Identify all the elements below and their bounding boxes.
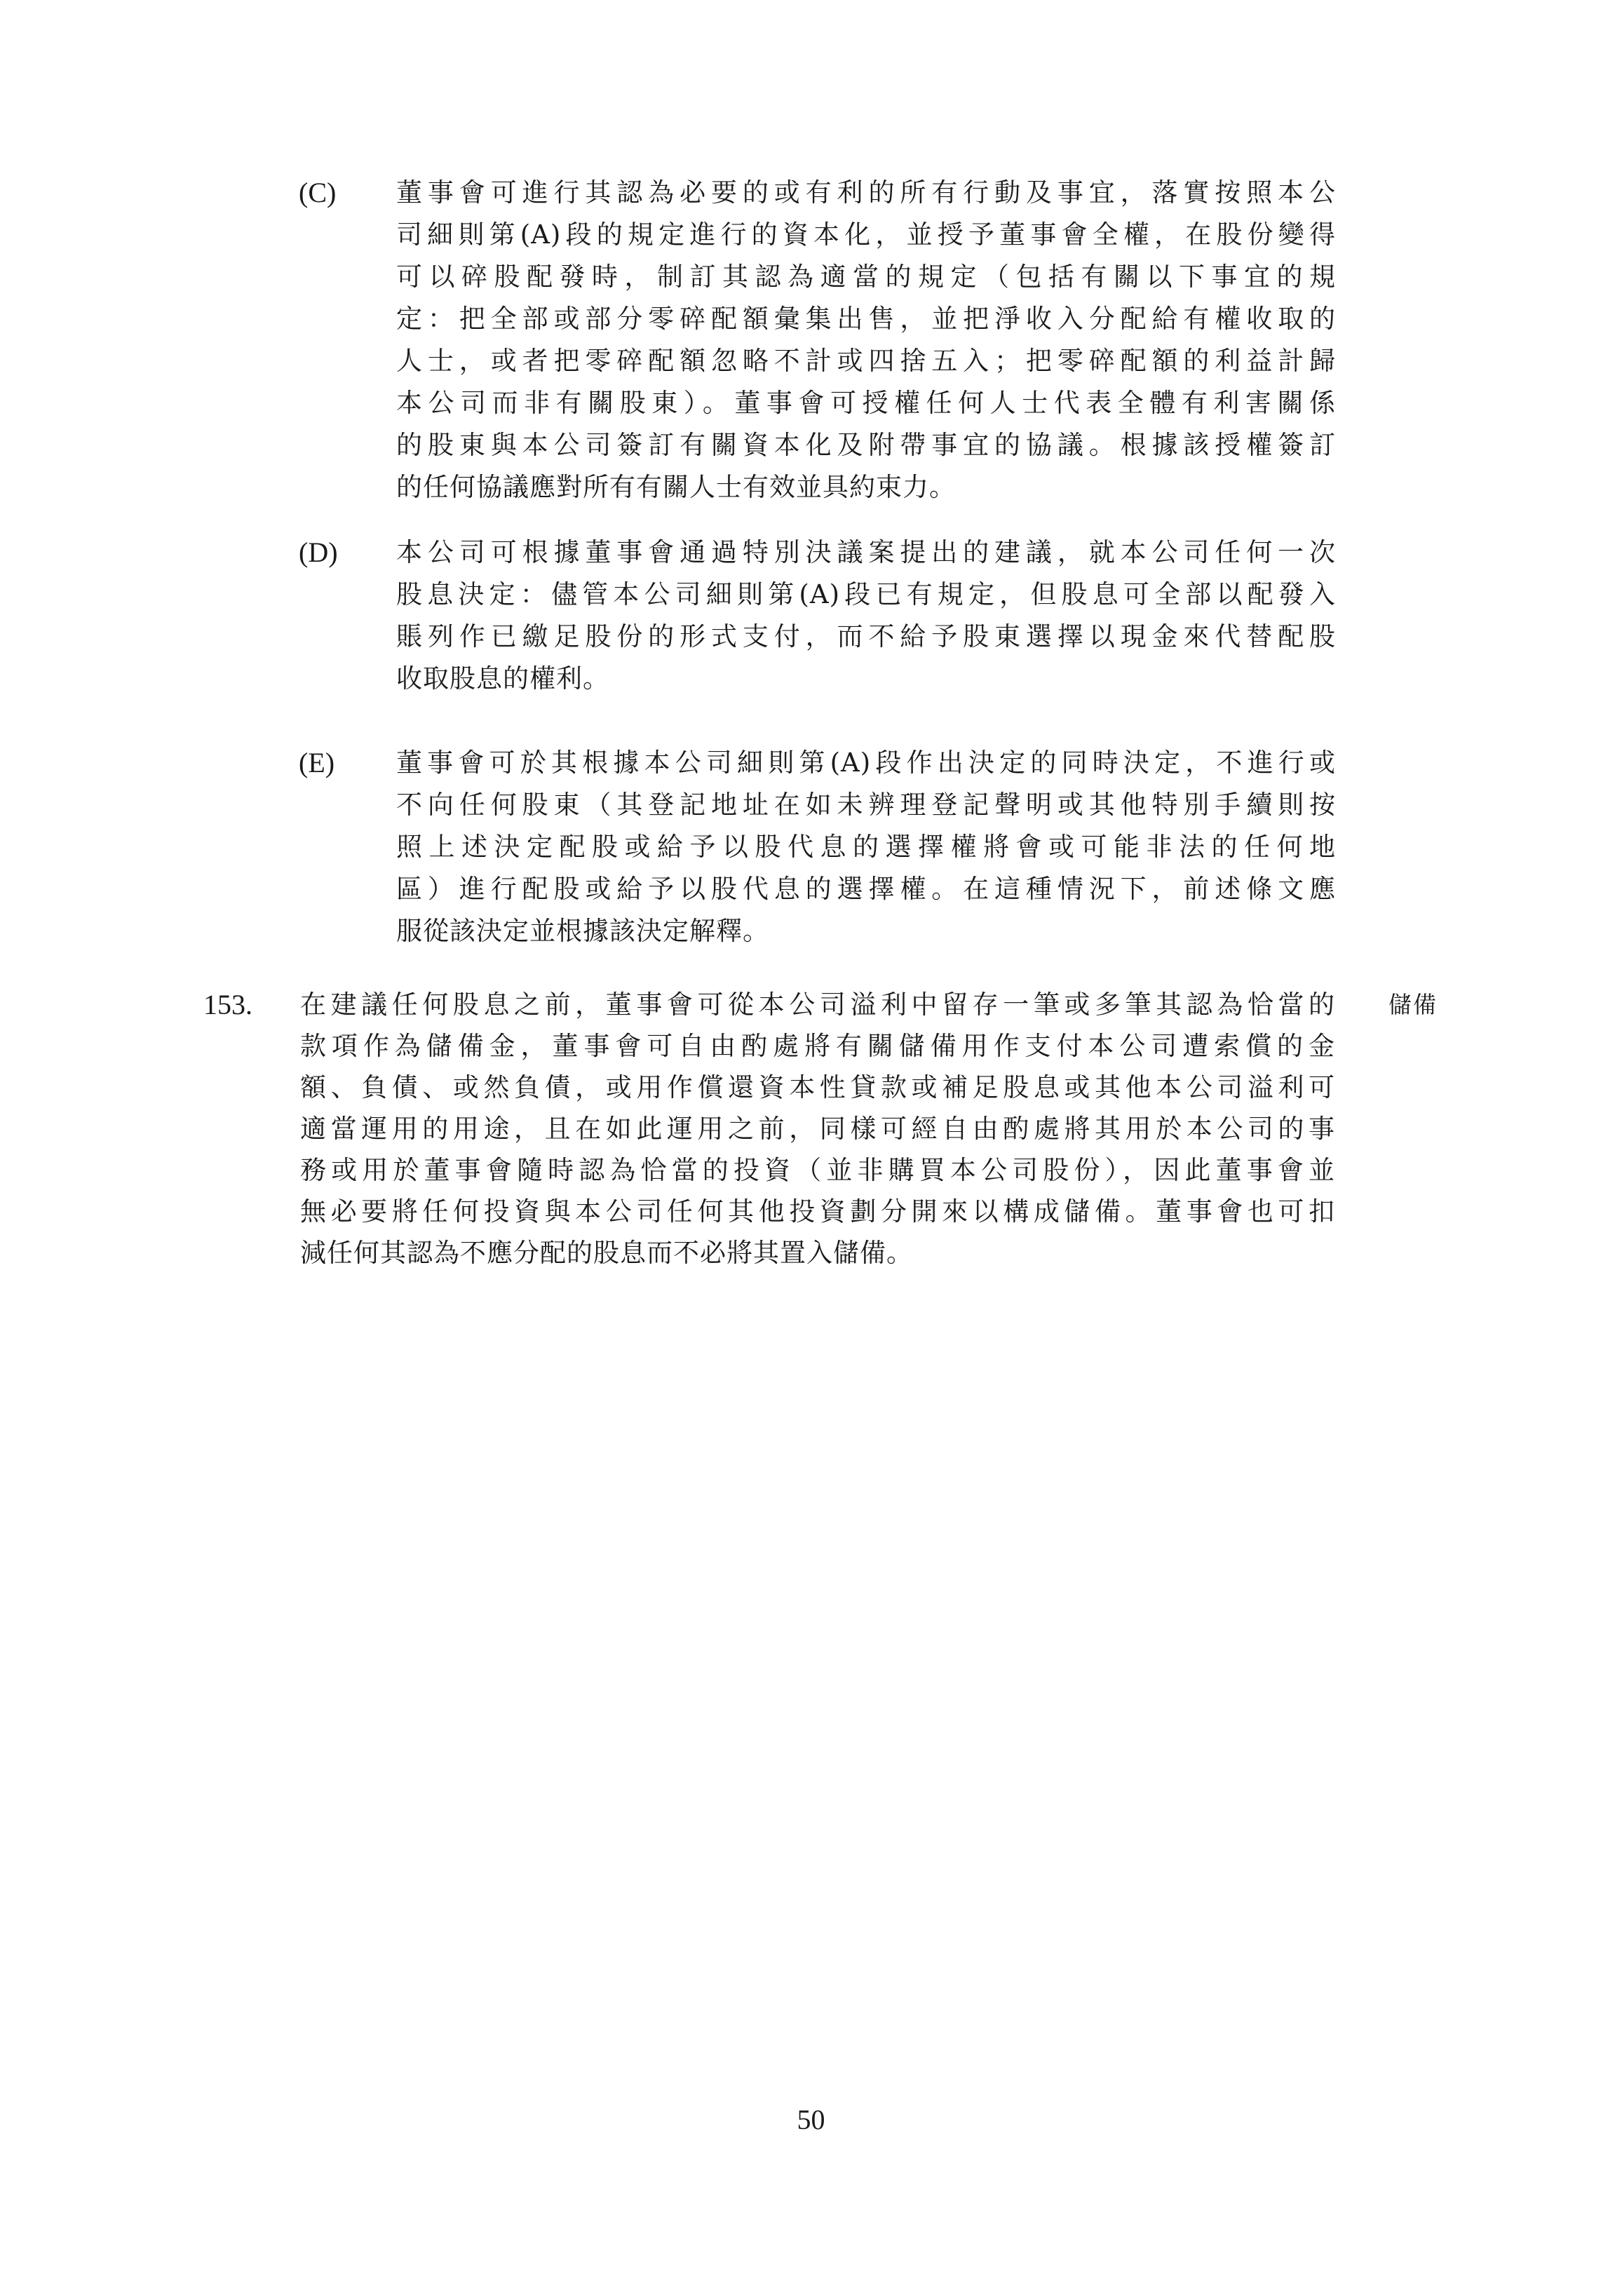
subparagraph-d (299, 532, 1337, 700)
article-number: 153. (203, 989, 252, 1020)
text-line: 司細則第(A)段的規定進行的資本化，並授予董事會全權，在股份變得 (396, 220, 1336, 250)
text-line: 無必要將任何投資與本公司任何其他投資劃分開來以構成儲備。董事會也可扣 (300, 1196, 1335, 1227)
text-line: 賬列作已繳足股份的形式支付，而不給予股東選擇以現金來代替配股 (396, 621, 1336, 651)
subparagraph-e (299, 742, 1337, 952)
text-line: 區）進行配股或給予以股代息的選擇權。在這種情況下，前述條文應 (396, 874, 1336, 904)
text-line: 照上述決定配股或給予以股代息的選擇權將會或可能非法的任何地 (396, 832, 1336, 862)
text-line: 可以碎股配發時，制訂其認為適當的規定（包括有關以下事宜的規 (396, 262, 1336, 292)
page-number: 50 (797, 2104, 825, 2135)
subparagraph-c (299, 172, 1337, 508)
text-line: 人士，或者把零碎配額忽略不計或四捨五入；把零碎配額的利益計歸 (396, 346, 1336, 376)
text-line: 的股東與本公司簽訂有關資本化及附帶事宜的協議。根據該授權簽訂 (396, 430, 1336, 460)
text-line: 股息決定：儘管本公司細則第(A)段已有規定，但股息可全部以配發入 (396, 579, 1336, 609)
text-line: 務或用於董事會隨時認為恰當的投資（並非購買本公司股份），因此董事會並 (300, 1155, 1335, 1185)
text-line: 董事會可於其根據本公司細則第(A)段作出決定的同時決定，不進行或 (396, 748, 1336, 778)
text-line: 本公司而非有關股東）。董事會可授權任何人士代表全體有利害關係 (396, 388, 1336, 418)
subparagraph-text (396, 532, 1336, 700)
article-text (300, 984, 1335, 1274)
article-153 (203, 984, 1445, 1274)
text-line: 款項作為儲備金，董事會可自由酌處將有關儲備用作支付本公司遭索償的金 (300, 1031, 1335, 1061)
text-line: 額、負債、或然負債，或用作償還資本性貸款或補足股息或其他本公司溢利可 (300, 1072, 1335, 1102)
text-line: 不向任何股東（其登記地址在如未辨理登記聲明或其他特別手續則按 (396, 790, 1336, 820)
text-line: 服從該決定並根據該決定解釋。 (396, 916, 769, 946)
margin-note: 儲備 (1388, 991, 1438, 1018)
subparagraph-label: (D) (299, 536, 338, 568)
text-line: 適當運用的用途，且在如此運用之前，同樣可經自由酌處將其用於本公司的事 (300, 1114, 1335, 1144)
text-line: 收取股息的權利。 (396, 663, 609, 694)
text-line: 在建議任何股息之前，董事會可從本公司溢利中留存一筆或多筆其認為恰當的 (300, 990, 1335, 1020)
subparagraph-label: (E) (299, 747, 335, 778)
text-line: 減任何其認為不應分配的股息而不必將其置入儲備。 (300, 1238, 913, 1268)
subparagraph-label: (C) (299, 177, 337, 208)
subparagraph-text (396, 742, 1336, 952)
text-line: 董事會可進行其認為必要的或有利的所有行動及事宜，落實按照本公 (396, 177, 1336, 208)
text-line: 定：把全部或部分零碎配額彙集出售，並把淨收入分配給有權收取的 (396, 304, 1336, 334)
subparagraph-text (396, 172, 1336, 508)
text-line: 的任何協議應對所有有關人士有效並具約束力。 (396, 472, 956, 502)
text-line: 本公司可根據董事會通過特別決議案提出的建議，就本公司任何一次 (396, 537, 1336, 567)
